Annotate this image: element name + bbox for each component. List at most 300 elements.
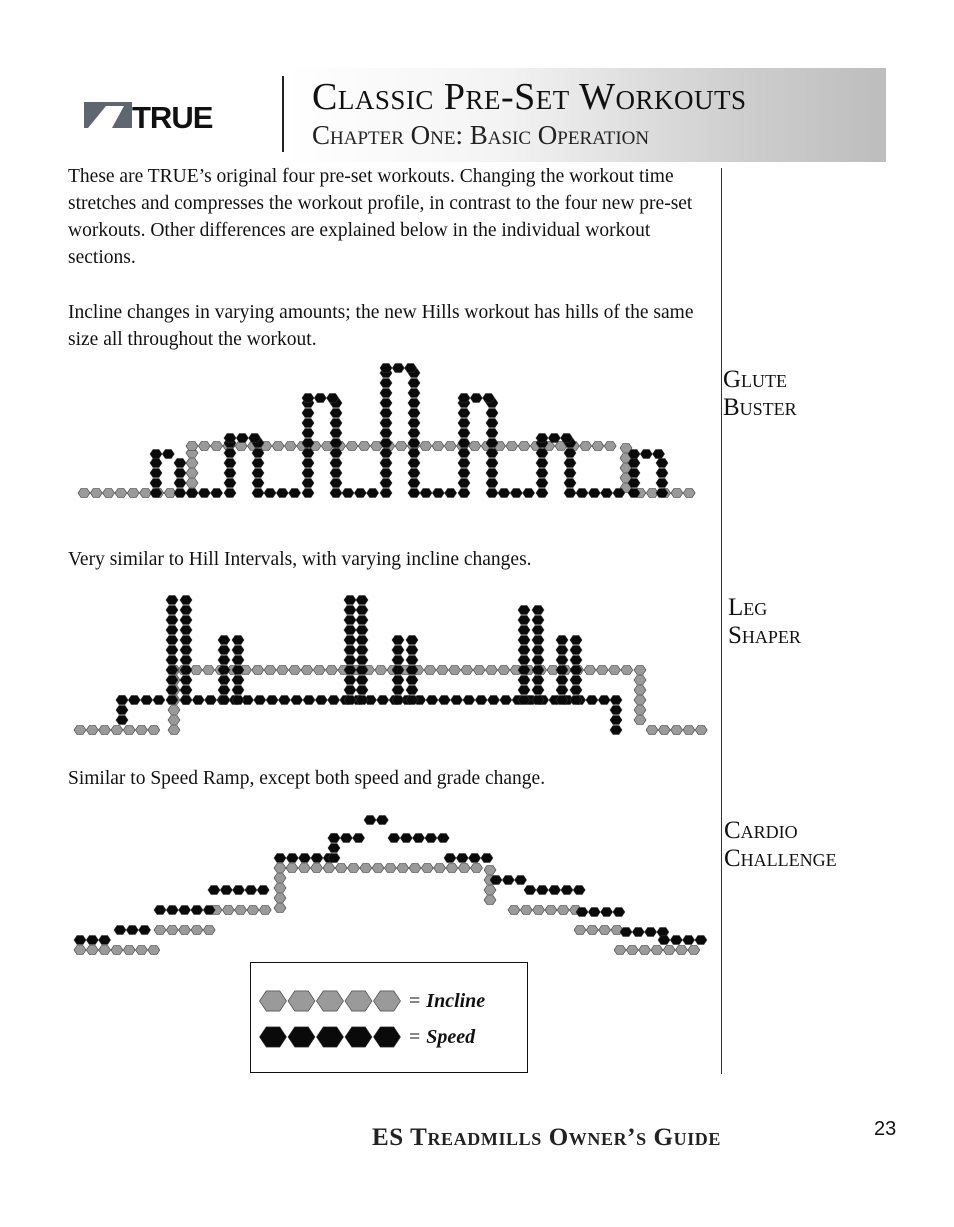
speed-marker (610, 716, 622, 725)
incline-marker (580, 442, 592, 451)
speed-marker (628, 459, 640, 468)
speed-marker (486, 459, 498, 468)
speed-marker (556, 636, 568, 645)
speed-marker (458, 429, 470, 438)
speed-marker (254, 696, 266, 705)
speed-marker (126, 926, 138, 935)
incline-marker (358, 442, 370, 451)
speed-marker (656, 459, 668, 468)
speed-marker (356, 606, 368, 615)
speed-marker (367, 489, 379, 498)
incline-marker (409, 864, 421, 873)
incline-marker (395, 442, 407, 451)
speed-marker (405, 364, 417, 373)
speed-marker (536, 489, 548, 498)
speed-marker (380, 489, 392, 498)
speed-marker (232, 656, 244, 665)
speed-marker (532, 666, 544, 675)
speed-marker (150, 479, 162, 488)
speed-marker (180, 696, 192, 705)
speed-marker (408, 449, 420, 458)
speed-marker (344, 646, 356, 655)
speed-marker (150, 469, 162, 478)
incline-marker (168, 726, 180, 735)
speed-marker (408, 489, 420, 498)
speed-marker (486, 409, 498, 418)
speed-marker (328, 696, 340, 705)
incline-marker (313, 666, 325, 675)
speed-marker (174, 459, 186, 468)
speed-marker (532, 686, 544, 695)
incline-marker (545, 906, 557, 915)
speed-marker (556, 696, 568, 705)
speed-marker (166, 676, 178, 685)
speed-marker (356, 686, 368, 695)
speed-marker (392, 676, 404, 685)
speed-marker (601, 489, 613, 498)
incline-marker (461, 666, 473, 675)
speed-marker (406, 646, 418, 655)
logo-wordmark: TRUE (132, 100, 213, 134)
speed-marker (224, 434, 236, 443)
glute-buster-profile (0, 360, 720, 505)
speed-marker (532, 616, 544, 625)
incline-marker (252, 666, 264, 675)
incline-legend-hexagon (288, 991, 315, 1011)
page-subtitle: Chapter One: Basic Operation (312, 120, 650, 150)
speed-marker (116, 706, 128, 715)
workout-label-line: Challenge (724, 845, 837, 872)
speed-marker (380, 419, 392, 428)
speed-marker (518, 686, 530, 695)
speed-marker (490, 876, 502, 885)
speed-marker (518, 646, 530, 655)
incline-marker (520, 906, 532, 915)
speed-marker (564, 449, 576, 458)
speed-marker (523, 489, 535, 498)
speed-marker (114, 926, 126, 935)
speed-marker (458, 439, 470, 448)
speed-marker (486, 479, 498, 488)
speed-marker (218, 646, 230, 655)
speed-marker (463, 696, 475, 705)
incline-marker (191, 926, 203, 935)
speed-marker (556, 646, 568, 655)
speed-marker (180, 666, 192, 675)
incline-marker (235, 906, 247, 915)
speed-marker (392, 646, 404, 655)
speed-marker (515, 876, 527, 885)
speed-marker (198, 489, 210, 498)
speed-marker (653, 450, 665, 459)
speed-marker (232, 646, 244, 655)
speed-marker (400, 834, 412, 843)
speed-marker (645, 928, 657, 937)
speed-marker (564, 469, 576, 478)
speed-marker (180, 636, 192, 645)
speed-marker (570, 636, 582, 645)
incline-marker (604, 442, 616, 451)
speed-marker (179, 906, 191, 915)
speed-marker (536, 886, 548, 895)
incline-marker (397, 864, 409, 873)
speed-marker (510, 489, 522, 498)
page-number: 23 (874, 1118, 897, 1140)
speed-marker (486, 449, 498, 458)
incline-marker (486, 666, 498, 675)
speed-marker (220, 886, 232, 895)
speed-marker (408, 409, 420, 418)
incline-marker (123, 726, 135, 735)
speed-marker (330, 479, 342, 488)
speed-marker (570, 676, 582, 685)
speed-legend-hexagon (288, 1027, 315, 1047)
speed-marker (205, 696, 217, 705)
speed-marker (406, 636, 418, 645)
speed-marker (330, 469, 342, 478)
speed-marker (518, 636, 530, 645)
incline-marker (284, 442, 296, 451)
speed-marker (406, 676, 418, 685)
speed-marker (426, 696, 438, 705)
speed-marker (406, 686, 418, 695)
speed-marker (166, 596, 178, 605)
incline-marker (574, 926, 586, 935)
incline-marker (634, 696, 646, 705)
incline-marker (621, 666, 633, 675)
speed-marker (224, 489, 236, 498)
speed-marker (481, 854, 493, 863)
incline-marker (646, 726, 658, 735)
incline-marker (168, 706, 180, 715)
speed-marker (224, 459, 236, 468)
speed-marker (208, 886, 220, 895)
speed-marker (153, 696, 165, 705)
speed-marker (388, 834, 400, 843)
speed-marker (116, 696, 128, 705)
speed-marker (291, 696, 303, 705)
speed-marker (380, 379, 392, 388)
speed-marker (276, 489, 288, 498)
speed-marker (278, 696, 290, 705)
incline-marker (671, 726, 683, 735)
speed-marker (224, 469, 236, 478)
speed-marker (576, 908, 588, 917)
incline-legend-hexagon (374, 991, 401, 1011)
incline-marker (484, 896, 496, 905)
speed-marker (356, 676, 368, 685)
incline-marker (179, 926, 191, 935)
speed-marker (536, 479, 548, 488)
speed-marker (380, 479, 392, 488)
incline-marker (264, 666, 276, 675)
speed-marker (74, 936, 86, 945)
cardio-challenge-description: Similar to Speed Ramp, except both speed and grade change. (68, 768, 546, 789)
workout-label-line: Shaper (728, 622, 801, 649)
incline-marker (533, 906, 545, 915)
speed-marker (150, 489, 162, 498)
speed-marker (518, 606, 530, 615)
speed-marker (330, 459, 342, 468)
incline-marker (458, 864, 470, 873)
speed-marker (328, 844, 340, 853)
speed-marker (498, 489, 510, 498)
speed-marker (252, 489, 264, 498)
speed-marker (186, 489, 198, 498)
speed-marker (640, 450, 652, 459)
incline-marker (111, 726, 123, 735)
page-title: Classic Pre-Set Workouts (312, 76, 747, 118)
speed-marker (483, 394, 495, 403)
speed-marker (218, 676, 230, 685)
incline-marker (436, 666, 448, 675)
speed-marker (328, 834, 340, 843)
incline-marker (695, 726, 707, 735)
incline-marker (557, 906, 569, 915)
speed-marker (356, 666, 368, 675)
incline-marker (506, 442, 518, 451)
speed-marker (458, 409, 470, 418)
incline-marker (235, 442, 247, 451)
speed-marker (556, 656, 568, 665)
speed-marker (249, 434, 261, 443)
incline-legend-hexagon (317, 991, 344, 1011)
speed-marker (628, 489, 640, 498)
speed-marker (252, 449, 264, 458)
speed-marker (486, 439, 498, 448)
speed-marker (658, 936, 670, 945)
speed-marker (392, 666, 404, 675)
incline-marker (596, 666, 608, 675)
incline-marker (74, 946, 86, 955)
speed-marker (598, 696, 610, 705)
speed-marker (628, 469, 640, 478)
speed-marker (344, 686, 356, 695)
speed-marker (99, 936, 111, 945)
speed-marker (356, 656, 368, 665)
speed-marker (353, 834, 365, 843)
speed-marker (532, 606, 544, 615)
leg-shaper-profile (0, 590, 720, 740)
speed-marker (380, 449, 392, 458)
speed-marker (232, 636, 244, 645)
leg-shaper-description: Very similar to Hill Intervals, with varying incline changes. (68, 549, 532, 570)
speed-marker (150, 450, 162, 459)
speed-marker (330, 439, 342, 448)
speed-marker (570, 686, 582, 695)
cardio-challenge-profile (0, 810, 720, 960)
speed-marker (330, 409, 342, 418)
speed-marker (344, 596, 356, 605)
speed-marker (613, 908, 625, 917)
speed-marker (218, 696, 230, 705)
incline-marker (168, 716, 180, 725)
speed-marker (408, 399, 420, 408)
speed-marker (154, 906, 166, 915)
speed-marker (406, 656, 418, 665)
speed-marker (588, 489, 600, 498)
speed-marker (302, 459, 314, 468)
speed-marker (303, 696, 315, 705)
speed-marker (437, 834, 449, 843)
incline-marker (586, 926, 598, 935)
speed-marker (420, 489, 432, 498)
speed-marker (166, 696, 178, 705)
speed-marker (380, 389, 392, 398)
speed-marker (408, 429, 420, 438)
speed-legend-hexagon (374, 1027, 401, 1047)
speed-marker (356, 626, 368, 635)
incline-marker (186, 479, 198, 488)
speed-marker (180, 676, 192, 685)
speed-marker (377, 696, 389, 705)
incline-marker (259, 906, 271, 915)
speed-marker (532, 696, 544, 705)
intro-paragraph-2: Incline changes in varying amounts; the new Hills workout has hills of the same size all throughout the workout. (68, 302, 694, 350)
speed-marker (573, 886, 585, 895)
speed-marker (166, 666, 178, 675)
incline-marker (99, 946, 111, 955)
speed-marker (356, 596, 368, 605)
incline-marker (683, 726, 695, 735)
incline-marker (274, 894, 286, 903)
speed-marker (532, 636, 544, 645)
incline-marker (346, 442, 358, 451)
speed-marker (311, 854, 323, 863)
speed-marker (180, 686, 192, 695)
speed-marker (380, 439, 392, 448)
incline-marker (444, 442, 456, 451)
workout-label-glute-buster (723, 366, 797, 422)
incline-marker (148, 726, 160, 735)
speed-marker (166, 646, 178, 655)
incline-marker (498, 666, 510, 675)
incline-marker (274, 904, 286, 913)
speed-marker (425, 834, 437, 843)
incline-marker (222, 906, 234, 915)
speed-marker (174, 479, 186, 488)
speed-marker (408, 479, 420, 488)
incline-marker (78, 489, 90, 498)
intro-paragraph-1: These are TRUE’s original four pre-set workouts. Changing the workout time stretches and compresses the workout profile, in contrast to the four new pre-set workouts. Other differences are explained below in the individual workout sections. (68, 166, 693, 268)
speed-marker (289, 489, 301, 498)
incline-marker (166, 926, 178, 935)
speed-marker (342, 489, 354, 498)
speed-marker (586, 696, 598, 705)
speed-marker (356, 616, 368, 625)
speed-marker (588, 908, 600, 917)
speed-marker (328, 854, 340, 863)
speed-marker (556, 676, 568, 685)
legend-box (250, 962, 528, 1073)
incline-marker (634, 686, 646, 695)
speed-marker (486, 419, 498, 428)
speed-marker (518, 626, 530, 635)
incline-marker (614, 946, 626, 955)
speed-marker (451, 696, 463, 705)
speed-marker (218, 666, 230, 675)
speed-marker (670, 936, 682, 945)
incline-marker (424, 666, 436, 675)
legend-speed-label: Speed (426, 1025, 476, 1048)
speed-marker (570, 646, 582, 655)
speed-marker (408, 389, 420, 398)
speed-marker (180, 616, 192, 625)
speed-marker (576, 489, 588, 498)
speed-marker (486, 429, 498, 438)
incline-marker (634, 676, 646, 685)
incline-marker (609, 666, 621, 675)
speed-marker (380, 399, 392, 408)
speed-marker (656, 489, 668, 498)
speed-marker (286, 854, 298, 863)
speed-marker (252, 479, 264, 488)
speed-marker (683, 936, 695, 945)
speed-marker (232, 666, 244, 675)
speed-marker (536, 434, 548, 443)
incline-marker (323, 864, 335, 873)
speed-marker (203, 906, 215, 915)
incline-marker (186, 459, 198, 468)
speed-marker (192, 696, 204, 705)
speed-marker (613, 489, 625, 498)
incline-marker (599, 926, 611, 935)
incline-marker (449, 666, 461, 675)
incline-marker (375, 666, 387, 675)
speed-marker (166, 606, 178, 615)
speed-marker (252, 459, 264, 468)
speed-marker (139, 926, 151, 935)
incline-marker (360, 864, 372, 873)
incline-marker (289, 666, 301, 675)
speed-marker (432, 489, 444, 498)
speed-marker (344, 666, 356, 675)
incline-marker (634, 666, 646, 675)
speed-marker (438, 696, 450, 705)
speed-marker (174, 469, 186, 478)
legend-equals: = (409, 1025, 421, 1048)
incline-legend-hexagon (260, 991, 287, 1011)
speed-marker (166, 626, 178, 635)
incline-marker (469, 442, 481, 451)
speed-marker (380, 429, 392, 438)
incline-marker (86, 946, 98, 955)
speed-marker (302, 394, 314, 403)
incline-marker (484, 886, 496, 895)
speed-marker (180, 596, 192, 605)
speed-marker (174, 489, 186, 498)
speed-marker (392, 656, 404, 665)
incline-marker (276, 666, 288, 675)
incline-marker (592, 442, 604, 451)
speed-marker (620, 928, 632, 937)
speed-marker (180, 646, 192, 655)
speed-marker (330, 449, 342, 458)
speed-marker (532, 656, 544, 665)
incline-marker (651, 946, 663, 955)
speed-marker (315, 696, 327, 705)
speed-marker (314, 394, 326, 403)
speed-marker (458, 459, 470, 468)
incline-marker (272, 442, 284, 451)
incline-marker (683, 489, 695, 498)
speed-marker (191, 906, 203, 915)
speed-marker (456, 854, 468, 863)
incline-marker (198, 442, 210, 451)
speed-marker (299, 854, 311, 863)
incline-marker (508, 906, 520, 915)
speed-marker (570, 656, 582, 665)
